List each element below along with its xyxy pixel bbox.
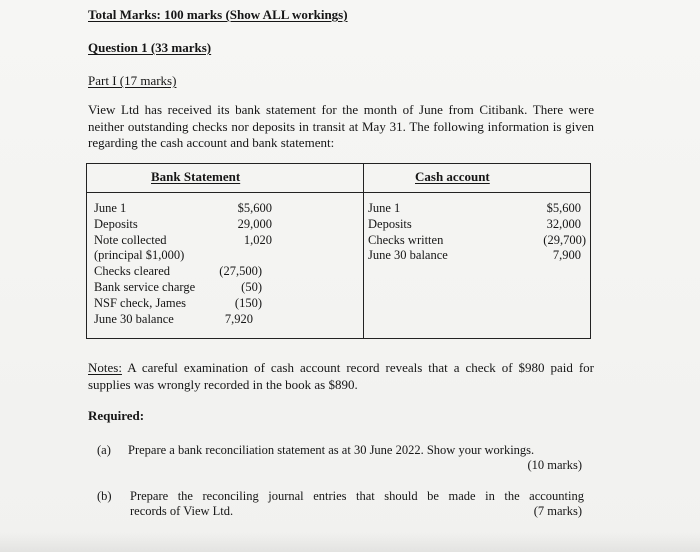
question-heading: Question 1 (33 marks) — [88, 40, 212, 55]
required-heading: Required: — [88, 408, 145, 423]
table-divider — [363, 164, 364, 338]
item-b-text: Prepare the reconciling journal entries that should be made in the accounting — [130, 489, 584, 503]
cash-row-label: Deposits — [368, 216, 412, 231]
cash-row-label: Checks written — [368, 232, 444, 247]
item-b-text-cont: records of View Ltd. — [130, 504, 234, 518]
cash-row-label: June 30 balance — [368, 248, 448, 263]
bank-row-label: Checks cleared — [94, 264, 171, 279]
bank-row-label: June 1 — [94, 201, 127, 215]
bank-row-label: Bank service charge — [94, 280, 196, 294]
page-shadow — [0, 532, 700, 552]
bank-row-amount: 29,000 — [237, 216, 272, 231]
cash-row-amount: 32,000 — [546, 216, 581, 231]
bank-statement-title: Bank Statement — [151, 169, 241, 184]
intro-paragraph: View Ltd has received its bank statement for the month of June from Citibank. There were neither outstanding checks nor deposits in transit at May 31. The following information is given regarding the cash account and bank statement: — [88, 102, 594, 150]
bank-row-amount: 1,020 — [243, 232, 272, 247]
bank-row-label: Deposits — [94, 216, 138, 231]
bank-row-label: Note collected — [94, 232, 167, 247]
total-marks-heading: Total Marks: 100 marks (Show ALL workings) — [88, 7, 348, 22]
item-b-marks: (7 marks) — [533, 504, 582, 518]
notes-text: A careful examination of cash account record reveals that a check of $980 paid for supplies was wrongly recorded in the book as $890. — [88, 360, 594, 392]
statement-table — [86, 163, 591, 339]
item-a-marks: (10 marks) — [527, 458, 582, 472]
table-header-line — [87, 192, 590, 193]
bank-row-label: June 30 balance — [94, 311, 174, 326]
cash-row-amount: $5,600 — [546, 201, 581, 215]
notes-paragraph — [88, 360, 594, 393]
bank-row-amount: 7,920 — [224, 311, 253, 326]
cash-row-amount: 7,900 — [552, 248, 581, 263]
cash-account-title: Cash account — [415, 169, 490, 184]
bank-row-label: NSF check, James — [94, 295, 186, 310]
bank-row-amount: $5,600 — [237, 201, 272, 215]
notes-label: Notes: — [88, 360, 122, 375]
bank-row-amount: (50) — [241, 280, 262, 294]
item-a-text: Prepare a bank reconciliation statement as at 30 June 2022. Show your workings. — [128, 443, 535, 457]
part-heading: Part I (17 marks) — [88, 73, 177, 88]
item-b-letter: (b) — [97, 489, 112, 503]
bank-row-label: (principal $1,000) — [94, 248, 185, 263]
item-a-letter: (a) — [97, 443, 111, 457]
bank-row-amount: (27,500) — [219, 264, 262, 279]
cash-row-label: June 1 — [368, 201, 401, 215]
cash-row-amount: (29,700) — [543, 232, 586, 247]
bank-row-amount: (150) — [234, 295, 262, 310]
